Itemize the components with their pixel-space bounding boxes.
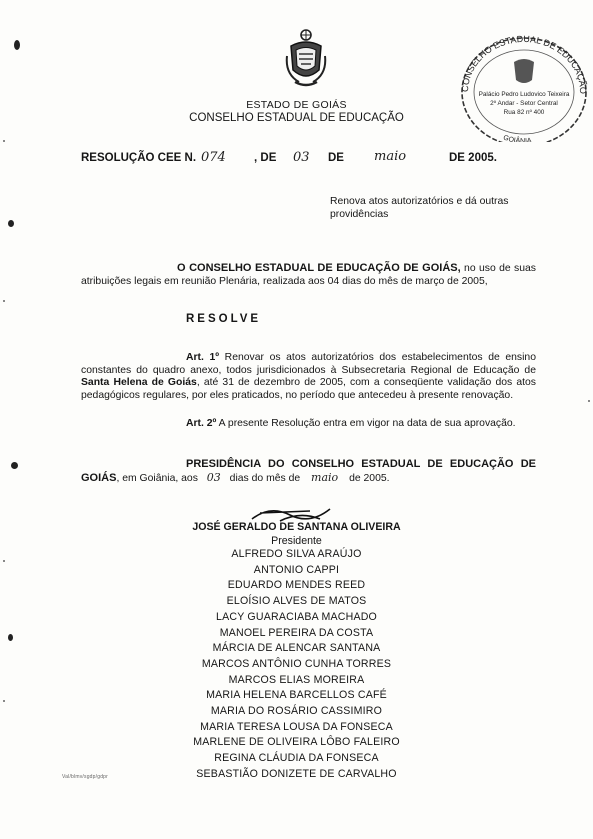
scan-dot bbox=[3, 700, 5, 702]
coat-of-arms-icon bbox=[285, 26, 327, 88]
council-name: CONSELHO ESTADUAL DE EDUCAÇÃO bbox=[189, 112, 404, 124]
stamp-bottom-text: GOIÂNIA bbox=[502, 134, 532, 142]
member-name: MARCOS ANTÔNIO CUNHA TORRES bbox=[201, 657, 392, 670]
margin-mark bbox=[11, 462, 18, 469]
resolution-prefix: RESOLUÇÃO CEE N. bbox=[81, 152, 197, 164]
resolution-day: 03 bbox=[293, 150, 310, 165]
preamble-lead: O CONSELHO ESTADUAL DE EDUCAÇÃO DE GOIÁS, bbox=[177, 262, 461, 274]
scan-dot bbox=[3, 300, 5, 302]
scan-dot bbox=[588, 400, 590, 402]
official-stamp-icon bbox=[452, 30, 592, 142]
resolution-de-2: DE bbox=[328, 152, 344, 164]
closing-day: 03 bbox=[206, 470, 221, 484]
member-name: ELOÍSIO ALVES DE MATOS bbox=[226, 595, 367, 608]
member-name: REGINA CLÁUDIA DA FONSECA bbox=[214, 752, 379, 765]
ementa: Renova atos autorizatórios e dá outras providências bbox=[330, 196, 509, 220]
member-name: ANTONIO CAPPI bbox=[253, 563, 340, 576]
resolution-month: maio bbox=[374, 149, 407, 164]
margin-mark bbox=[14, 40, 20, 50]
preamble-text: no uso de suas atribuições legais em reunião Plenária, realizada aos 04 dias do mês de março de 2005, bbox=[81, 263, 536, 287]
article-1-text-b: , até 31 de dezembro de 2005, com a conseqüente validação dos atos pedagógicos regulares, por eles praticados, no período que antecedeu à presente renovação. bbox=[81, 377, 536, 401]
closing-text-b: dias do mês de bbox=[229, 472, 301, 484]
resolution-line bbox=[81, 149, 541, 172]
scan-dot bbox=[3, 140, 5, 142]
article-1 bbox=[81, 352, 536, 402]
article-2 bbox=[81, 418, 536, 431]
scan-dot bbox=[3, 560, 5, 562]
stamp-line-2: 2º Andar - Setor Central bbox=[490, 100, 558, 107]
article-1-label: Art. 1º bbox=[186, 352, 220, 363]
article-1-city: Santa Helena de Goiás bbox=[81, 377, 197, 389]
resolution-year: DE 2005. bbox=[449, 152, 497, 164]
stamp-line-1: Palácio Pedro Ludovico Teixeira bbox=[478, 91, 570, 98]
margin-mark bbox=[8, 220, 14, 227]
member-name: LACY GUARACIABA MACHADO bbox=[216, 610, 377, 623]
article-1-text-a: Renovar os atos autorizatórios dos estabelecimentos de ensino constantes do quadro anexo, todos jurisdicionados à Subsecretaria Regional de Educação de bbox=[81, 352, 536, 376]
stamp-line-3: Rua 82 nº 400 bbox=[503, 109, 545, 116]
footer-note: Val/blmv/sgdp/gdpr bbox=[62, 774, 109, 780]
resolution-de-1: , DE bbox=[254, 152, 277, 164]
stamp-outer-text: CONSELHO ESTADUAL DE EDUCAÇÃO bbox=[459, 33, 589, 95]
member-name: MARLENE DE OLIVEIRA LÔBO FALEIRO bbox=[193, 736, 400, 749]
closing-text-c: de 2005. bbox=[349, 472, 390, 484]
article-2-label: Art. 2º bbox=[186, 418, 217, 429]
closing-month: maio bbox=[311, 470, 339, 484]
closing-text-a: , em Goiânia, aos bbox=[116, 472, 198, 484]
article-2-text: A presente Resolução entra em vigor na data de sua aprovação. bbox=[216, 418, 516, 429]
president-title: Presidente bbox=[271, 535, 322, 547]
closing-bold: PRESIDÊNCIA DO CONSELHO ESTADUAL DE EDUCAÇÃO DE GOIÁS bbox=[81, 458, 536, 484]
preamble bbox=[81, 262, 536, 288]
member-name: EDUARDO MENDES REED bbox=[227, 579, 366, 592]
state-name: ESTADO DE GOIÁS bbox=[246, 99, 347, 111]
member-name: MÁRCIA DE ALENCAR SANTANA bbox=[212, 642, 381, 655]
resolve-heading: RESOLVE bbox=[186, 313, 262, 325]
member-name: MARIA HELENA BARCELLOS CAFÉ bbox=[206, 689, 387, 702]
member-name: MARIA DO ROSÁRIO CASSIMIRO bbox=[210, 705, 383, 718]
member-name: MARCOS ELIAS MOREIRA bbox=[228, 673, 365, 686]
svg-text:GOIÂNIA bbox=[502, 135, 532, 142]
closing-paragraph bbox=[81, 458, 536, 485]
margin-mark bbox=[8, 634, 13, 641]
resolution-number: 074 bbox=[201, 150, 226, 165]
member-name: ALFREDO SILVA ARAÚJO bbox=[231, 548, 362, 560]
member-name: MARIA TERESA LOUSA DA FONSECA bbox=[200, 720, 393, 733]
member-name: SEBASTIÃO DONIZETE DE CARVALHO bbox=[196, 767, 397, 780]
member-name: MANOEL PEREIRA DA COSTA bbox=[219, 626, 374, 639]
council-members-list bbox=[0, 547, 593, 783]
president-name: JOSÉ GERALDO DE SANTANA OLIVEIRA bbox=[192, 521, 401, 533]
